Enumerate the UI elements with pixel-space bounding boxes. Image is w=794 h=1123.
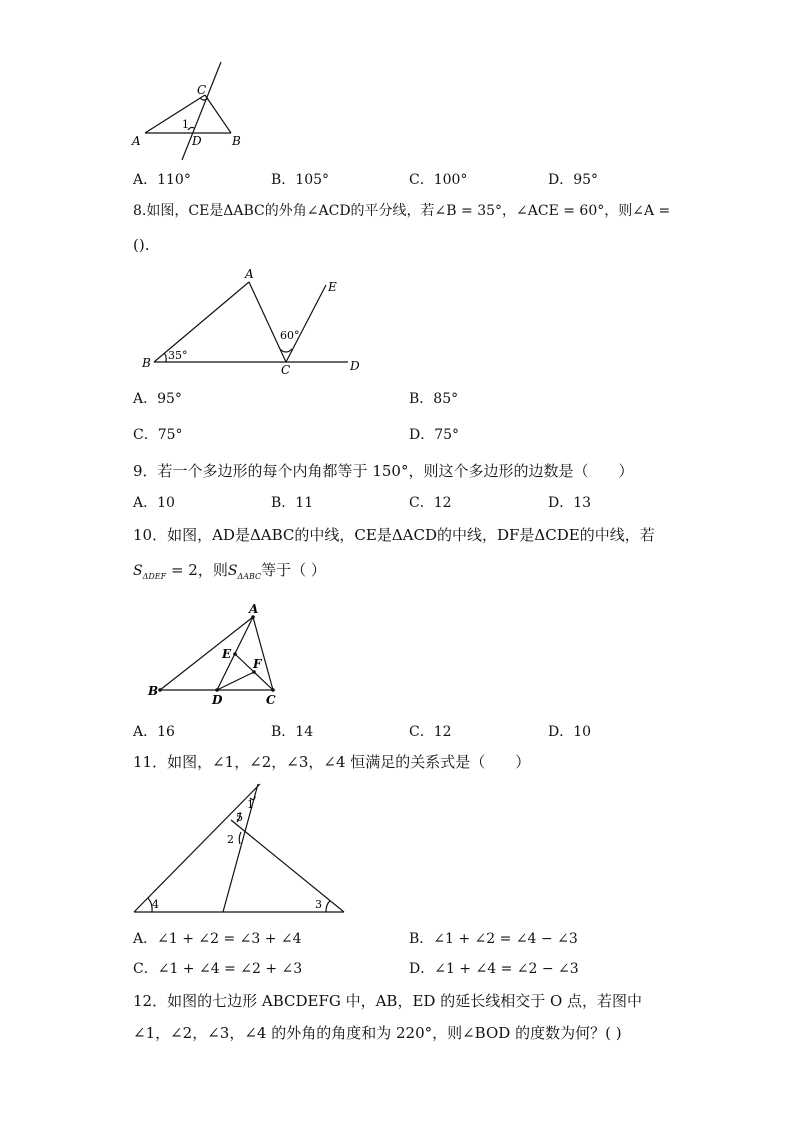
q11-figure [130, 780, 350, 918]
q8-figure [138, 263, 368, 378]
q10-label-c: C [266, 693, 276, 707]
q8-ray-ce [286, 285, 326, 362]
q11-option-a[interactable]: A．∠1 + ∠2 = ∠3 + ∠4 [133, 931, 302, 947]
q9-option-a[interactable]: A．10 [133, 495, 175, 511]
q11-label-1: 1 [247, 798, 254, 811]
q11-question: 11．如图，∠1，∠2，∠3，∠4 恒满足的关系式是（ ） [133, 753, 531, 771]
q8-label-e: E [328, 280, 337, 294]
q8-label-b: B [142, 356, 151, 370]
q7-label-c: C [197, 83, 207, 97]
q8-label-a: A [245, 267, 254, 281]
q8-option-d[interactable]: D．75° [409, 427, 460, 443]
q10-option-a[interactable]: A．16 [133, 724, 175, 740]
q11-angle-2-arc [239, 832, 241, 844]
q7-label-d: D [192, 134, 202, 148]
q9-option-b[interactable]: B．11 [271, 495, 314, 511]
q7-option-b[interactable]: B．105° [271, 172, 330, 188]
q12-question-line2: ∠1，∠2，∠3，∠4 的外角的角度和为 220°，则∠BOD 的度数为何？( ) [133, 1024, 622, 1042]
q11-label-3: 3 [315, 898, 322, 911]
q7-label-angle-1: 1 [182, 118, 189, 131]
q12-question-line1: 12．如图的七边形 ABCDEFG 中，AB，ED 的延长线相交于 O 点，若图中 [133, 992, 643, 1010]
q10-question-line2 [133, 561, 326, 586]
q8-option-b[interactable]: B．85° [409, 391, 459, 407]
q11-label-4: 4 [152, 898, 159, 911]
q7-option-d[interactable]: D．95° [548, 172, 599, 188]
q11-label-2: 2 [227, 833, 234, 846]
q10-s-abc: S [227, 563, 238, 579]
q8-label-angle-b: 35° [168, 349, 188, 362]
q10-point-d [215, 688, 219, 692]
q11-angle-3-arc [326, 901, 330, 912]
q8-question-line2: (). [133, 236, 150, 254]
q10-label-d: D [212, 693, 223, 707]
q10-line2-end: 等于（ ） [261, 561, 326, 579]
q10-point-c [271, 688, 275, 692]
q11-option-b[interactable]: B．∠1 + ∠2 = ∠4 − ∠3 [409, 931, 578, 947]
q10-median-df [217, 672, 254, 690]
q10-option-d[interactable]: D．10 [548, 724, 592, 740]
q10-label-a: A [249, 602, 259, 616]
q7-side-ac [145, 95, 205, 133]
q10-s-def: S [133, 563, 143, 579]
q10-line2-mid: = 2，则 [166, 561, 228, 579]
q8-option-c[interactable]: C．75° [133, 427, 183, 443]
q7-option-a[interactable]: A．110° [133, 172, 191, 188]
q11-option-d[interactable]: D．∠1 + ∠4 = ∠2 − ∠3 [409, 961, 579, 977]
q10-side-ac [253, 617, 273, 690]
q10-option-b[interactable]: B．14 [271, 724, 314, 740]
q7-label-a: A [132, 134, 141, 148]
q8-angle-b-arc [164, 353, 166, 362]
q10-label-f: F [253, 657, 262, 671]
q8-option-a[interactable]: A．95° [133, 391, 182, 407]
q7-figure [128, 58, 241, 163]
q8-label-d: D [350, 359, 360, 373]
q9-question: 9．若一个多边形的每个内角都等于 150°，则这个多边形的边数是（ ） [133, 462, 634, 480]
q8-question-line1: 8.如图，CE是ΔABC的外角∠ACD的平分线，若∠B = 35°，∠ACE = 60°，则∠A = [133, 203, 671, 219]
q8-label-angle-c: 60° [280, 329, 300, 342]
q7-side-cb [205, 95, 231, 133]
q10-question-line1: 10．如图，AD是ΔABC的中线，CE是ΔACD的中线，DF是ΔCDE的中线，若 [133, 526, 655, 544]
q10-label-b: B [148, 684, 159, 698]
q7-label-b: B [232, 134, 241, 148]
q11-right-side [231, 820, 344, 912]
q10-point-e [233, 652, 237, 656]
q7-angle-c-arc [200, 98, 208, 100]
q11-label-5: 5 [236, 811, 243, 824]
q9-option-d[interactable]: D．13 [548, 495, 592, 511]
q9-option-c[interactable]: C．12 [409, 495, 452, 511]
q10-point-b [158, 688, 162, 692]
q10-label-e: E [222, 647, 232, 661]
q10-option-c[interactable]: C．12 [409, 724, 452, 740]
q11-option-c[interactable]: C．∠1 + ∠4 = ∠2 + ∠3 [133, 961, 303, 977]
q10-figure [140, 598, 290, 710]
q8-label-c: C [281, 363, 291, 377]
q10-s-def-sub: ΔDEF [142, 572, 167, 581]
q10-s-abc-sub: ΔABC [237, 572, 262, 581]
q7-option-c[interactable]: C．100° [409, 172, 468, 188]
